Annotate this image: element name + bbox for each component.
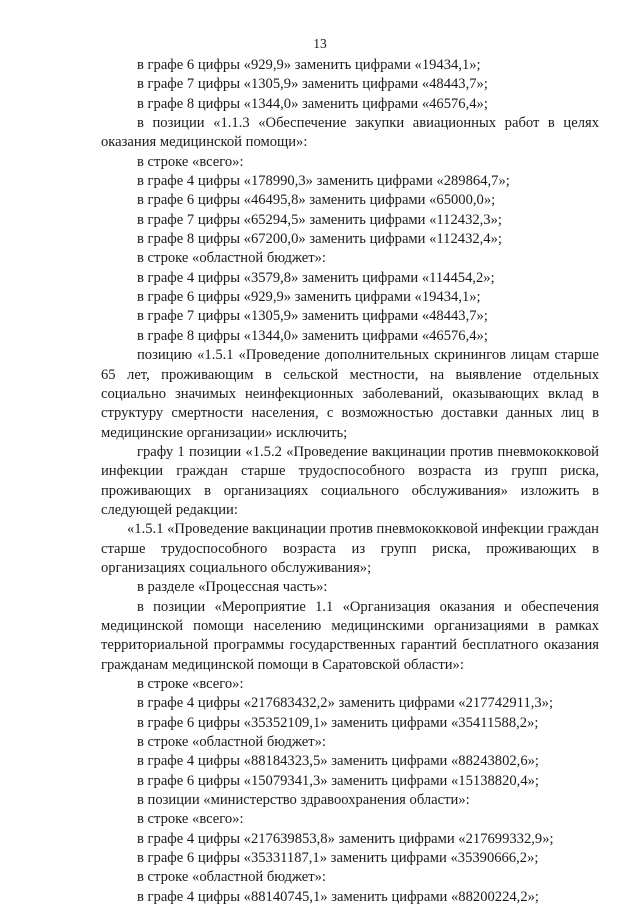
paragraph: в графе 6 цифры «929,9» заменить цифрами «19434,1»; xyxy=(137,289,481,306)
paragraph: в строке «областной бюджет»: xyxy=(137,869,326,886)
paragraph: в графе 6 цифры «46495,8» заменить цифрами «65000,0»; xyxy=(137,192,496,209)
paragraph: в графе 8 цифры «1344,0» заменить цифрами «46576,4»; xyxy=(137,327,488,344)
paragraph: в графе 6 цифры «35352109,1» заменить цифрами «35411588,2»; xyxy=(137,714,539,731)
page-number: 13 xyxy=(313,36,327,51)
paragraph: в графе 4 цифры «217683432,2» заменить цифрами «217742911,3»; xyxy=(137,695,554,712)
paragraph: в графе 4 цифры «3579,8» заменить цифрами «114454,2»; xyxy=(137,269,495,286)
paragraph: в графе 6 цифры «15079341,3» заменить цифрами «15138820,4»; xyxy=(137,772,539,789)
paragraph: в графе 6 цифры «35331187,1» заменить цифрами «35390666,2»; xyxy=(137,850,539,867)
paragraph: в строке «всего»: xyxy=(137,153,244,170)
paragraph: позицию «1.5.1 «Проведение дополнительных скринингов лицам старше 65 лет, проживающим в сельской местности, на выявление отдельных социально значимых неинфекционных заболеваний, оказывающих вклад в структуру смертности населения, с возможностью доставки данных лиц в медицинские организации» исключить; xyxy=(101,347,599,441)
paragraph: в строке «всего»: xyxy=(137,676,244,692)
paragraph: в графе 4 цифры «217639853,8» заменить цифрами «217699332,9»; xyxy=(137,830,554,847)
paragraph: в позиции «министерство здравоохранения области»: xyxy=(137,792,470,809)
paragraph: в графе 7 цифры «65294,5» заменить цифрами «112432,3»; xyxy=(137,211,502,228)
paragraph: в строке «всего»: xyxy=(137,811,244,828)
paragraph: в графе 6 цифры «929,9» заменить цифрами «19434,1»; xyxy=(137,57,481,73)
paragraph: в графе 8 цифры «67200,0» заменить цифрами «112432,4»; xyxy=(137,231,502,248)
paragraph: графу 1 позиции «1.5.2 «Проведение вакцинации против пневмококковой инфекции граждан старше трудоспособного возраста из групп риска, проживающих в организациях социального обслуживания» изложить в следующей редакции: xyxy=(101,443,599,518)
paragraph: в графе 4 цифры «88140745,1» заменить цифрами «88200224,2»; xyxy=(137,888,539,905)
paragraph: в графе 7 цифры «1305,9» заменить цифрами «48443,7»; xyxy=(137,308,488,325)
paragraph: «1.5.1 «Проведение вакцинации против пневмококковой инфекции граждан старше трудоспособного возраста из групп риска, проживающих в организациях социального обслуживания»; xyxy=(101,521,599,576)
paragraph: в разделе «Процессная часть»: xyxy=(137,579,328,596)
paragraph: в позиции «1.1.3 «Обеспечение закупки авиационных работ в целях оказания медицинской помощи»: xyxy=(101,115,599,151)
paragraph: в графе 4 цифры «178990,3» заменить цифрами «289864,7»; xyxy=(137,173,510,190)
paragraph: в строке «областной бюджет»: xyxy=(137,734,326,751)
paragraph: в позиции «Мероприятие 1.1 «Организация оказания и обеспечения медицинской помощи населению медицинскими организациями в рамках территориальной программы государственных гарантий бесплатного оказания гражданам медицинской помощи в Саратовской области»: xyxy=(101,598,599,673)
paragraph: в графе 8 цифры «1344,0» заменить цифрами «46576,4»; xyxy=(137,95,488,112)
paragraph: в графе 4 цифры «88184323,5» заменить цифрами «88243802,6»; xyxy=(137,753,539,770)
document-body xyxy=(101,56,599,907)
paragraph: в строке «областной бюджет»: xyxy=(137,250,326,267)
paragraph: в графе 7 цифры «1305,9» заменить цифрами «48443,7»; xyxy=(137,76,488,93)
